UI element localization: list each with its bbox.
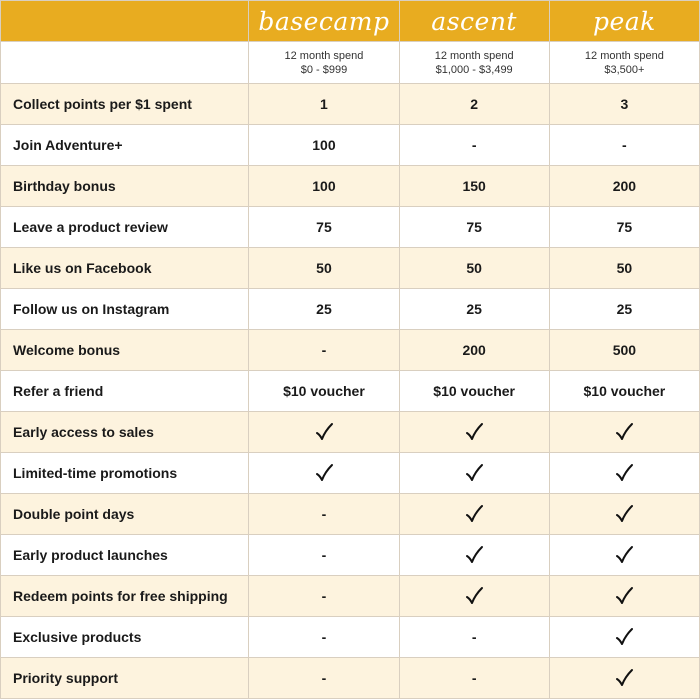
benefit-row xyxy=(1,617,700,658)
spend-range: $0 - $999 xyxy=(300,63,348,76)
benefit-peak-included xyxy=(549,576,699,617)
check-icon xyxy=(614,627,634,647)
benefit-basecamp-value: 100 xyxy=(249,166,399,207)
spend-caption: 12 month spend xyxy=(434,49,514,62)
spend-caption: 12 month spend xyxy=(284,49,364,62)
spend-ascent xyxy=(399,42,549,84)
check-icon xyxy=(464,545,484,565)
benefit-peak-included xyxy=(549,658,699,699)
benefit-label: Collect points per $1 spent xyxy=(1,84,249,125)
benefit-ascent-value: 25 xyxy=(399,289,549,330)
benefit-row xyxy=(1,207,700,248)
benefit-row xyxy=(1,166,700,207)
benefit-row xyxy=(1,330,700,371)
benefit-ascent-value: - xyxy=(399,658,549,699)
check-icon xyxy=(464,586,484,606)
benefit-peak-value: 200 xyxy=(549,166,699,207)
benefit-ascent-included xyxy=(399,576,549,617)
benefit-ascent-value: 50 xyxy=(399,248,549,289)
benefit-label: Refer a friend xyxy=(1,371,249,412)
check-icon xyxy=(614,586,634,606)
benefit-ascent-value: 75 xyxy=(399,207,549,248)
benefit-row xyxy=(1,84,700,125)
benefit-basecamp-value: - xyxy=(249,576,399,617)
benefit-ascent-value: $10 voucher xyxy=(399,371,549,412)
benefit-row xyxy=(1,289,700,330)
benefit-label: Birthday bonus xyxy=(1,166,249,207)
benefit-label: Exclusive products xyxy=(1,617,249,658)
check-icon xyxy=(314,422,334,442)
benefit-row xyxy=(1,535,700,576)
benefit-basecamp-value: 75 xyxy=(249,207,399,248)
tier-name-peak: peak xyxy=(549,1,699,42)
benefit-peak-value: 50 xyxy=(549,248,699,289)
benefit-ascent-value: 150 xyxy=(399,166,549,207)
tier-table-body xyxy=(1,1,700,699)
benefit-ascent-value: 2 xyxy=(399,84,549,125)
tier-header-row xyxy=(1,1,700,42)
benefit-label: Limited-time promotions xyxy=(1,453,249,494)
check-icon xyxy=(614,422,634,442)
benefit-row xyxy=(1,494,700,535)
spend-basecamp xyxy=(249,42,399,84)
benefit-peak-value: 25 xyxy=(549,289,699,330)
benefit-label: Double point days xyxy=(1,494,249,535)
benefit-label: Leave a product review xyxy=(1,207,249,248)
benefit-basecamp-value: - xyxy=(249,658,399,699)
benefit-label: Early product launches xyxy=(1,535,249,576)
spend-corner xyxy=(1,42,249,84)
spend-row xyxy=(1,42,700,84)
benefit-label: Early access to sales xyxy=(1,412,249,453)
benefit-label: Join Adventure+ xyxy=(1,125,249,166)
benefit-row xyxy=(1,125,700,166)
benefit-ascent-included xyxy=(399,453,549,494)
benefit-basecamp-value: 100 xyxy=(249,125,399,166)
benefit-peak-included xyxy=(549,494,699,535)
benefit-label: Redeem points for free shipping xyxy=(1,576,249,617)
check-icon xyxy=(464,463,484,483)
benefit-peak-value: - xyxy=(549,125,699,166)
benefit-label: Priority support xyxy=(1,658,249,699)
benefit-peak-value: 75 xyxy=(549,207,699,248)
spend-peak xyxy=(549,42,699,84)
benefit-ascent-value: 200 xyxy=(399,330,549,371)
check-icon xyxy=(614,504,634,524)
benefit-basecamp-value: - xyxy=(249,330,399,371)
benefit-label: Like us on Facebook xyxy=(1,248,249,289)
benefit-row xyxy=(1,248,700,289)
benefit-basecamp-value: - xyxy=(249,535,399,576)
benefit-basecamp-value: - xyxy=(249,494,399,535)
check-icon xyxy=(614,668,634,688)
benefit-ascent-included xyxy=(399,535,549,576)
benefit-row xyxy=(1,453,700,494)
benefit-label: Welcome bonus xyxy=(1,330,249,371)
check-icon xyxy=(614,545,634,565)
benefit-basecamp-value: 1 xyxy=(249,84,399,125)
spend-range: $3,500+ xyxy=(604,63,645,76)
benefit-ascent-value: - xyxy=(399,125,549,166)
benefit-row xyxy=(1,658,700,699)
check-icon xyxy=(314,463,334,483)
spend-caption: 12 month spend xyxy=(584,49,664,62)
benefit-peak-included xyxy=(549,412,699,453)
benefit-basecamp-included xyxy=(249,412,399,453)
header-corner xyxy=(1,1,249,42)
benefit-peak-value: 500 xyxy=(549,330,699,371)
benefit-row xyxy=(1,371,700,412)
tier-name-basecamp: basecamp xyxy=(249,1,399,42)
benefit-row xyxy=(1,576,700,617)
benefit-label: Follow us on Instagram xyxy=(1,289,249,330)
tier-name-ascent: ascent xyxy=(399,1,549,42)
benefit-basecamp-value: 50 xyxy=(249,248,399,289)
benefit-basecamp-included xyxy=(249,453,399,494)
benefit-ascent-included xyxy=(399,412,549,453)
benefit-basecamp-value: - xyxy=(249,617,399,658)
check-icon xyxy=(464,422,484,442)
benefit-peak-value: $10 voucher xyxy=(549,371,699,412)
benefit-ascent-value: - xyxy=(399,617,549,658)
benefit-basecamp-value: 25 xyxy=(249,289,399,330)
benefit-peak-included xyxy=(549,535,699,576)
spend-range: $1,000 - $3,499 xyxy=(435,63,513,76)
benefit-peak-included xyxy=(549,617,699,658)
benefit-row xyxy=(1,412,700,453)
benefit-ascent-included xyxy=(399,494,549,535)
check-icon xyxy=(614,463,634,483)
benefit-basecamp-value: $10 voucher xyxy=(249,371,399,412)
benefit-peak-value: 3 xyxy=(549,84,699,125)
benefit-peak-included xyxy=(549,453,699,494)
check-icon xyxy=(464,504,484,524)
